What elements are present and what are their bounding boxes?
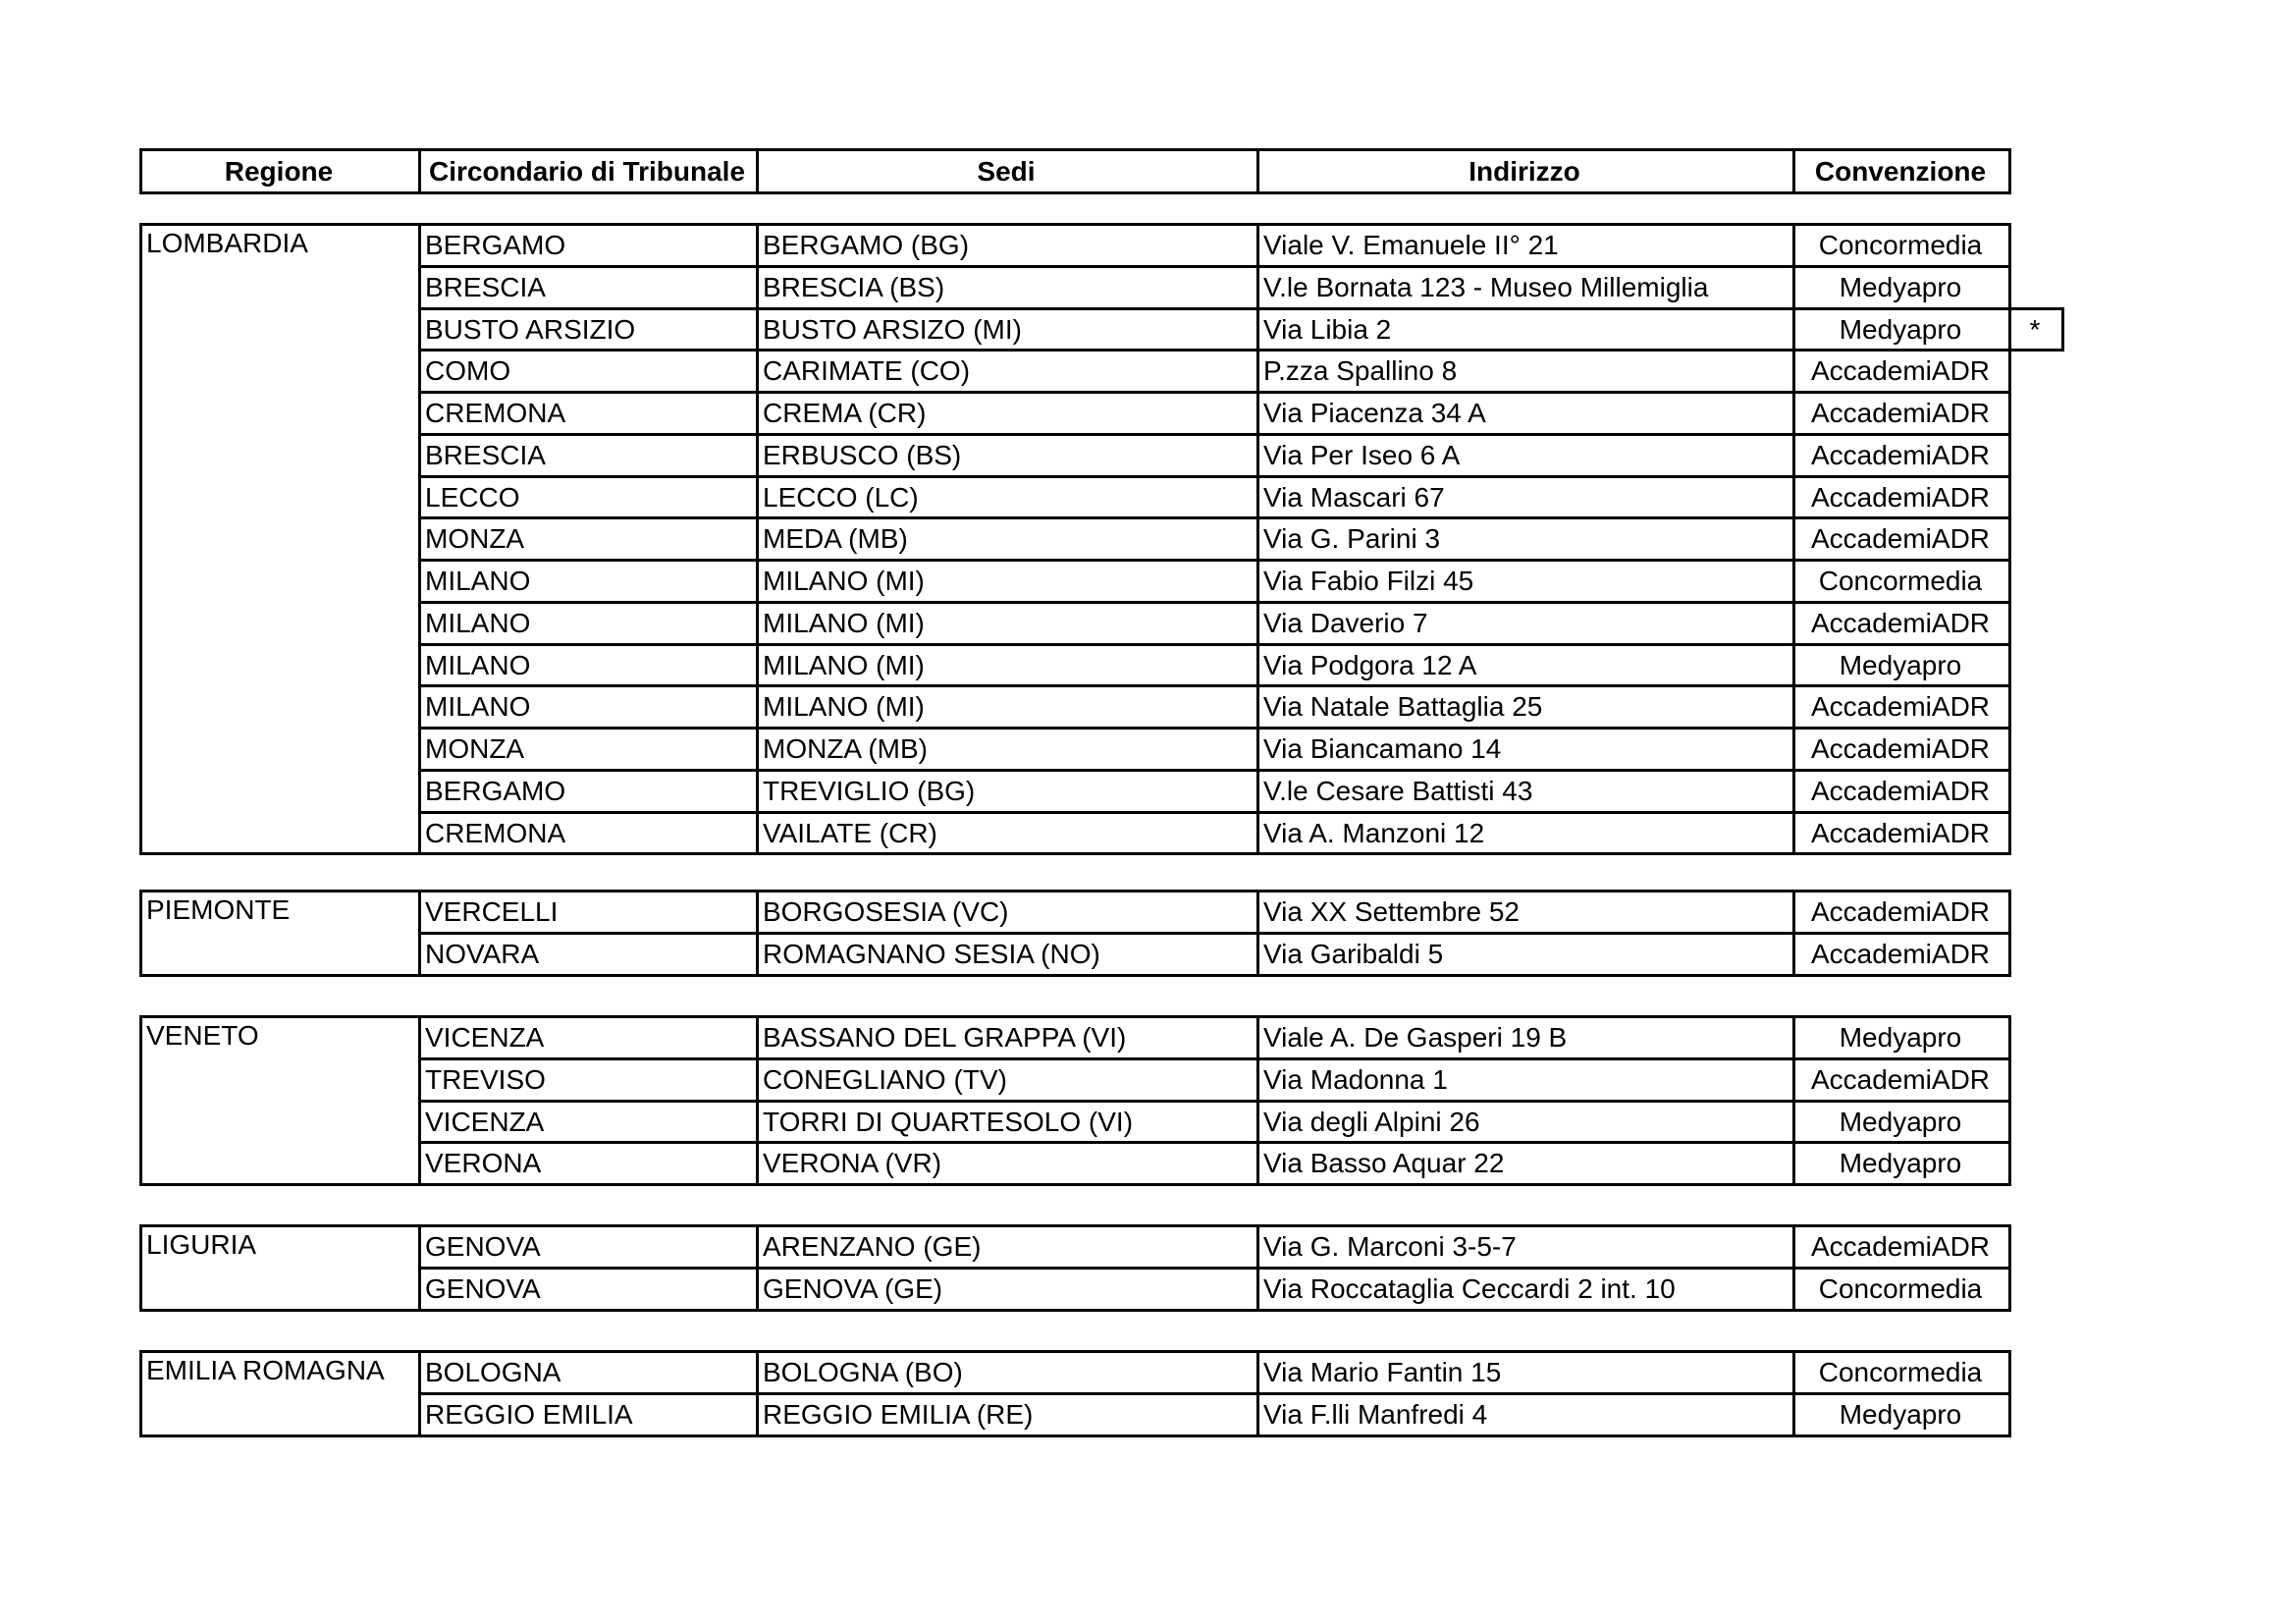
- group-rule: [139, 890, 142, 977]
- cell-circondario: LECCO: [425, 482, 520, 513]
- note-marker: *: [2029, 314, 2041, 345]
- cell-sede: BORGOSESIA (VC): [763, 896, 1009, 927]
- cell-circondario: MILANO: [425, 566, 531, 596]
- cell-indirizzo: Via A. Manzoni 12: [1263, 818, 1485, 848]
- header-regione: Regione: [224, 156, 334, 187]
- cell-sede: MEDA (MB): [763, 523, 908, 554]
- cell-indirizzo: Via Madonna 1: [1263, 1064, 1448, 1095]
- cell-circondario: BOLOGNA: [425, 1357, 561, 1387]
- header-rule: [139, 148, 142, 194]
- cell-indirizzo: Via Daverio 7: [1263, 608, 1428, 638]
- row-rule: [418, 1100, 2011, 1103]
- row-rule: [418, 932, 2011, 935]
- cell-convenzione: Medyapro: [1839, 1107, 1962, 1137]
- cell-sede: BOLOGNA (BO): [763, 1357, 963, 1387]
- note-rule: [2008, 307, 2064, 310]
- cell-convenzione: AccademiADR: [1810, 733, 1991, 764]
- cell-sede: MILANO (MI): [763, 650, 925, 680]
- cell-convenzione: Medyapro: [1839, 1022, 1962, 1053]
- region-label: LIGURIA: [146, 1229, 257, 1260]
- cell-convenzione: Medyapro: [1839, 1148, 1962, 1178]
- cell-sede: LECCO (LC): [763, 482, 919, 513]
- cell-convenzione: Medyapro: [1839, 650, 1962, 680]
- cell-sede: ARENZANO (GE): [763, 1231, 982, 1262]
- cell-convenzione: AccademiADR: [1810, 896, 1991, 927]
- cell-indirizzo: Via Libia 2: [1263, 314, 1392, 345]
- cell-circondario: GENOVA: [425, 1273, 541, 1304]
- cell-circondario: VERCELLI: [425, 896, 559, 927]
- row-rule: [418, 475, 2011, 478]
- cell-indirizzo: Via F.lli Manfredi 4: [1263, 1399, 1488, 1430]
- cell-indirizzo: Via degli Alpini 26: [1263, 1107, 1480, 1137]
- cell-indirizzo: Via G. Marconi 3-5-7: [1263, 1231, 1517, 1262]
- group-rule: [139, 1350, 142, 1437]
- cell-sede: GENOVA (GE): [763, 1273, 943, 1304]
- cell-convenzione: AccademiADR: [1810, 608, 1991, 638]
- cell-circondario: MONZA: [425, 733, 525, 764]
- header-rule: [1256, 148, 1259, 194]
- header-rule: [1792, 148, 1795, 194]
- cell-convenzione: AccademiADR: [1810, 440, 1991, 470]
- cell-circondario: NOVARA: [425, 939, 540, 969]
- cell-indirizzo: Via Podgora 12 A: [1263, 650, 1477, 680]
- cell-convenzione: Concormedia: [1818, 1357, 1983, 1387]
- cell-convenzione: Medyapro: [1839, 272, 1962, 302]
- cell-convenzione: AccademiADR: [1810, 776, 1991, 806]
- cell-circondario: CREMONA: [425, 398, 566, 428]
- cell-convenzione: Concormedia: [1818, 230, 1983, 260]
- row-rule: [418, 433, 2011, 436]
- cell-circondario: VICENZA: [425, 1107, 545, 1137]
- row-rule: [418, 811, 2011, 814]
- cell-indirizzo: Via Basso Aquar 22: [1263, 1148, 1505, 1178]
- region-label: EMILIA ROMAGNA: [146, 1355, 385, 1385]
- cell-circondario: MONZA: [425, 523, 525, 554]
- cell-indirizzo: Viale V. Emanuele II° 21: [1263, 230, 1559, 260]
- group-rule: [139, 223, 142, 855]
- row-rule: [418, 727, 2011, 730]
- cell-sede: CREMA (CR): [763, 398, 927, 428]
- cell-indirizzo: Via Fabio Filzi 45: [1263, 566, 1474, 596]
- cell-sede: BUSTO ARSIZO (MI): [763, 314, 1022, 345]
- cell-circondario: VERONA: [425, 1148, 542, 1178]
- cell-indirizzo: Via Mascari 67: [1263, 482, 1445, 513]
- cell-convenzione: AccademiADR: [1810, 1064, 1991, 1095]
- cell-indirizzo: Via Natale Battaglia 25: [1263, 691, 1543, 722]
- group-rule: [139, 1224, 142, 1312]
- cell-circondario: COMO: [425, 355, 511, 386]
- header-sedi: Sedi: [977, 156, 1036, 187]
- cell-circondario: BERGAMO: [425, 776, 566, 806]
- cell-convenzione: AccademiADR: [1810, 523, 1991, 554]
- cell-convenzione: Medyapro: [1839, 314, 1962, 345]
- row-rule: [418, 307, 2011, 310]
- cell-sede: REGGIO EMILIA (RE): [763, 1399, 1034, 1430]
- cell-indirizzo: V.le Bornata 123 - Museo Millemiglia: [1263, 272, 1709, 302]
- cell-indirizzo: Via G. Parini 3: [1263, 523, 1441, 554]
- cell-sede: MONZA (MB): [763, 733, 928, 764]
- cell-circondario: VICENZA: [425, 1022, 545, 1053]
- row-rule: [418, 684, 2011, 687]
- note-rule: [2008, 349, 2064, 352]
- cell-circondario: GENOVA: [425, 1231, 541, 1262]
- row-rule: [418, 769, 2011, 772]
- cell-sede: BASSANO DEL GRAPPA (VI): [763, 1022, 1127, 1053]
- cell-circondario: MILANO: [425, 650, 531, 680]
- cell-indirizzo: Via XX Settembre 52: [1263, 896, 1520, 927]
- cell-indirizzo: V.le Cesare Battisti 43: [1263, 776, 1533, 806]
- cell-sede: VAILATE (CR): [763, 818, 937, 848]
- cell-indirizzo: Via Roccataglia Ceccardi 2 int. 10: [1263, 1273, 1676, 1304]
- note-rule: [2061, 307, 2064, 352]
- cell-convenzione: AccademiADR: [1810, 691, 1991, 722]
- row-rule: [418, 601, 2011, 604]
- row-rule: [418, 1392, 2011, 1395]
- cell-sede: MILANO (MI): [763, 691, 925, 722]
- cell-circondario: MILANO: [425, 608, 531, 638]
- region-label: VENETO: [146, 1020, 259, 1051]
- row-rule: [418, 391, 2011, 394]
- row-rule: [418, 1141, 2011, 1144]
- cell-circondario: BRESCIA: [425, 440, 546, 470]
- group-rule: [139, 1015, 142, 1186]
- header-rule: [2008, 148, 2011, 194]
- row-rule: [418, 1057, 2011, 1060]
- cell-circondario: BUSTO ARSIZIO: [425, 314, 636, 345]
- cell-sede: CARIMATE (CO): [763, 355, 971, 386]
- cell-circondario: TREVISO: [425, 1064, 546, 1095]
- row-rule: [418, 265, 2011, 268]
- row-rule: [418, 516, 2011, 519]
- cell-sede: TREVIGLIO (BG): [763, 776, 976, 806]
- cell-indirizzo: Via Biancamano 14: [1263, 733, 1502, 764]
- cell-circondario: CREMONA: [425, 818, 566, 848]
- cell-indirizzo: Via Per Iseo 6 A: [1263, 440, 1461, 470]
- row-rule: [418, 643, 2011, 646]
- cell-indirizzo: Viale A. De Gasperi 19 B: [1263, 1022, 1568, 1053]
- cell-sede: ROMAGNANO SESIA (NO): [763, 939, 1100, 969]
- cell-sede: MILANO (MI): [763, 566, 925, 596]
- cell-circondario: BERGAMO: [425, 230, 566, 260]
- header-circondario: Circondario di Tribunale: [428, 156, 746, 187]
- cell-convenzione: AccademiADR: [1810, 398, 1991, 428]
- row-rule: [418, 349, 2011, 352]
- cell-sede: ERBUSCO (BS): [763, 440, 962, 470]
- cell-convenzione: AccademiADR: [1810, 818, 1991, 848]
- cell-sede: MILANO (MI): [763, 608, 925, 638]
- region-label: LOMBARDIA: [146, 228, 308, 258]
- region-label: PIEMONTE: [146, 894, 291, 925]
- cell-sede: TORRI DI QUARTESOLO (VI): [763, 1107, 1134, 1137]
- cell-circondario: BRESCIA: [425, 272, 546, 302]
- cell-circondario: REGGIO EMILIA: [425, 1399, 633, 1430]
- cell-convenzione: Concormedia: [1818, 566, 1983, 596]
- header-convenzione: Convenzione: [1814, 156, 1987, 187]
- cell-convenzione: AccademiADR: [1810, 1231, 1991, 1262]
- row-rule: [418, 1267, 2011, 1270]
- cell-convenzione: AccademiADR: [1810, 355, 1991, 386]
- cell-indirizzo: P.zza Spallino 8: [1263, 355, 1458, 386]
- cell-convenzione: Medyapro: [1839, 1399, 1962, 1430]
- cell-sede: BERGAMO (BG): [763, 230, 970, 260]
- cell-circondario: MILANO: [425, 691, 531, 722]
- cell-sede: CONEGLIANO (TV): [763, 1064, 1007, 1095]
- header-rule: [418, 148, 421, 194]
- header-indirizzo: Indirizzo: [1468, 156, 1580, 187]
- cell-convenzione: AccademiADR: [1810, 939, 1991, 969]
- cell-convenzione: Concormedia: [1818, 1273, 1983, 1304]
- cell-convenzione: AccademiADR: [1810, 482, 1991, 513]
- cell-indirizzo: Via Mario Fantin 15: [1263, 1357, 1502, 1387]
- cell-sede: BRESCIA (BS): [763, 272, 945, 302]
- cell-sede: VERONA (VR): [763, 1148, 942, 1178]
- cell-indirizzo: Via Piacenza 34 A: [1263, 398, 1486, 428]
- row-rule: [418, 559, 2011, 562]
- header-rule: [756, 148, 759, 194]
- cell-indirizzo: Via Garibaldi 5: [1263, 939, 1444, 969]
